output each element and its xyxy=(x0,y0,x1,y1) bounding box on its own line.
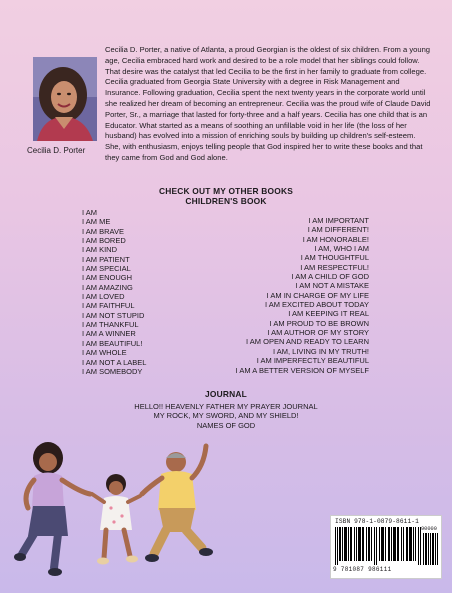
book-title: I AM IMPERFECTLY BEAUTIFUL xyxy=(256,356,369,366)
book-title: I AM PATIENT xyxy=(82,254,130,264)
book-title: I AM IN CHARGE OF MY LIFE xyxy=(266,290,369,300)
journal-heading: JOURNAL xyxy=(205,389,247,399)
child-figure xyxy=(92,474,140,565)
book-title: I AM OPEN AND READY TO LEARN xyxy=(246,337,369,347)
author-caption: Cecilia D. Porter xyxy=(27,146,86,155)
book-title: I AM, WHO I AM xyxy=(314,244,369,254)
book-title: I AM PROUD TO BE BROWN xyxy=(269,318,369,328)
book-title: I AM A WINNER xyxy=(82,329,136,339)
book-title: I AM, LIVING IN MY TRUTH! xyxy=(273,346,369,356)
book-title: I AM A CHILD OF GOD xyxy=(291,272,369,282)
book-title: I AM BRAVE xyxy=(82,226,124,236)
book-title: I AM ME xyxy=(82,217,111,227)
book-title: I AM THANKFUL xyxy=(82,320,139,330)
other-books-heading: CHECK OUT MY OTHER BOOKS xyxy=(159,186,293,196)
isbn-number: ISBN 978-1-0879-8611-1 xyxy=(335,518,419,525)
book-title: I AM EXCITED ABOUT TODAY xyxy=(264,300,369,310)
book-title: I AM WHOLE xyxy=(82,348,127,358)
book-title: I AM HONORABLE! xyxy=(302,234,369,244)
book-title: I AM SPECIAL xyxy=(82,264,131,274)
book-title: I AM THOUGHTFUL xyxy=(300,253,369,263)
book-title: I AM IMPORTANT xyxy=(308,216,369,225)
ean-bars xyxy=(335,527,421,565)
book-title: I AM NOT STUPID xyxy=(82,310,145,320)
book-title: I AM LOVED xyxy=(82,292,125,302)
book-title: I AM A BETTER VERSION OF MYSELF xyxy=(235,365,369,375)
book-title: I AM KEEPING IT REAL xyxy=(288,309,369,319)
book-title: I AM RESPECTFUL! xyxy=(300,262,369,272)
book-title: I AM BEAUTIFUL! xyxy=(82,338,143,348)
journal-title: NAMES OF GOD xyxy=(196,420,256,430)
journal-list xyxy=(0,402,452,430)
book-title: I AM SOMEBODY xyxy=(82,366,143,376)
journal-title: HELLO!! HEAVENLY FATHER MY PRAYER JOURNAL xyxy=(134,402,318,411)
man-figure xyxy=(142,446,213,562)
book-title: I AM NOT A MISTAKE xyxy=(295,281,369,291)
book-title: I AM BORED xyxy=(82,236,126,246)
book-title: I AM AMAZING xyxy=(82,282,133,292)
childrens-book-heading: CHILDREN'S BOOK xyxy=(185,196,267,206)
book-title: I AM DIFFERENT! xyxy=(307,225,369,235)
book-title: I AM xyxy=(82,208,98,217)
childrens-book-list-right xyxy=(236,216,369,375)
childrens-book-list-left xyxy=(82,208,146,376)
book-title: I AM ENOUGH xyxy=(82,273,133,283)
isbn-barcode xyxy=(330,515,442,579)
ean-digits: 9 781087 986111 xyxy=(333,566,392,573)
book-title: I AM AUTHOR OF MY STORY xyxy=(267,328,369,338)
price-addon-number: 90000 xyxy=(421,526,437,532)
book-title: I AM KIND xyxy=(82,245,118,255)
book-title: I AM FAITHFUL xyxy=(82,301,135,311)
book-title: I AM NOT A LABEL xyxy=(82,357,147,367)
addon-bars xyxy=(423,533,438,565)
woman-figure xyxy=(14,442,90,576)
author-bio: Cecilia D. Porter, a native of Atlanta, a proud Georgian is the oldest of six children. From a young age, Cecilia embraced hard work and desired to be a role model that her siblings could follow. That desire was the catalyst that led Cecilia to be the first in her family to graduate from college. Cecilia graduated from Georgia State University with a degree in Risk Management and Insurance. Following graduation, Cecilia spent the next twenty years in the corporate world until she realized her dream of becoming an entrepreneur. Cecilia was the proud wife of Claude David Porter, Sr., a marriage that lasted for forty-three and a half years. Cecilia has one child that is an Educator. What started as a means of soothing an unfillable void in her life (the loss of her husband) has evolved into a mission of enriching souls by building up children's self-esteem. She, with enthusiasm, enjoys telling people that God inspired her to write these books and that they came from God and God alone. xyxy=(105,45,431,162)
journal-title: MY ROCK, MY SWORD, AND MY SHIELD! xyxy=(153,411,299,421)
family-illustration xyxy=(14,436,226,586)
author-photo xyxy=(33,57,97,141)
